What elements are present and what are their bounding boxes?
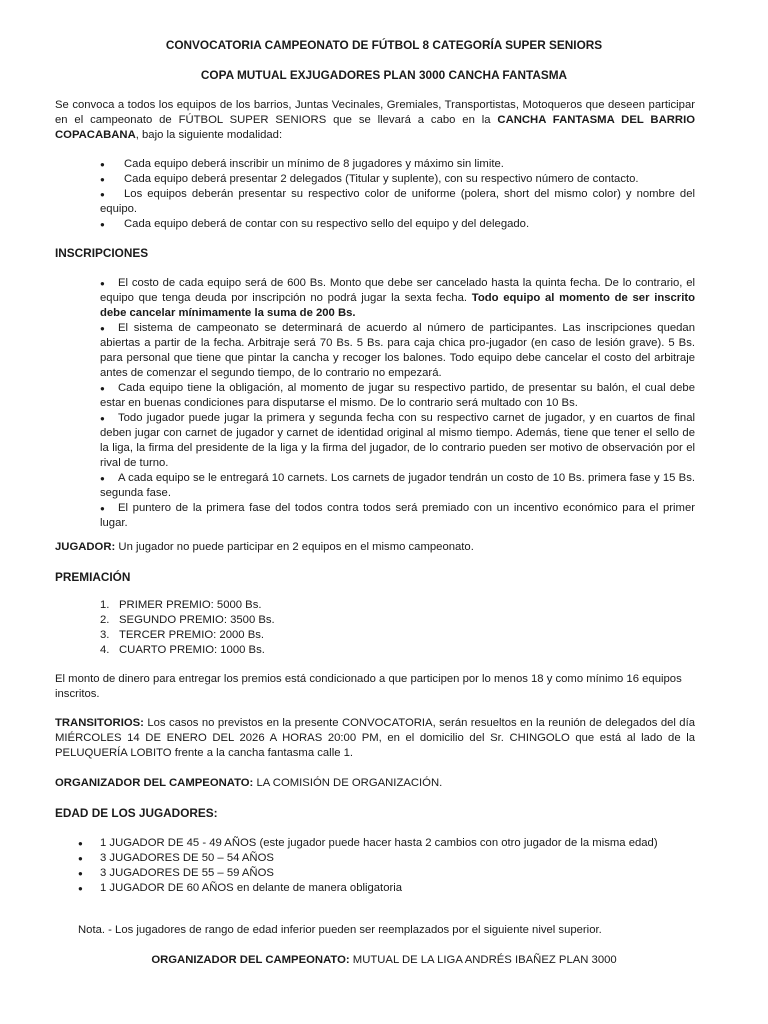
organizador-label: ORGANIZADOR DEL CAMPEONATO: <box>55 777 254 789</box>
bullet-icon: ● <box>78 884 83 893</box>
edades-note: Nota. - Los jugadores de rango de edad inferior pueden ser reemplazados por el siguiente nivel superior. <box>78 924 602 936</box>
inscripciones-list <box>100 276 695 531</box>
footer-label: ORGANIZADOR DEL CAMPEONATO: <box>151 954 350 966</box>
prizes-list <box>100 598 500 658</box>
bullet-icon: ● <box>100 279 105 288</box>
intro-text: Se convoca a todos los equipos de los barrios, Juntas Vecinales, Gremiales, Transportistas, Motoqueros que deseen participar en el campeonato de FÚTBOL SUPER SENIORS que se llevará a cabo en la <box>55 99 695 126</box>
premiacion-condition: El monto de dinero para entregar los premios está condicionado a que participen por lo menos 18 y como mínimo 16 equipos inscritos. <box>55 673 682 700</box>
list-item: 2. SEGUNDO PREMIO: 3500 Bs. <box>100 614 275 626</box>
bullet-icon: ● <box>100 384 105 393</box>
bullet-icon: ● <box>100 324 105 333</box>
list-item: ● Cada equipo deberá inscribir un mínimo de 8 jugadores y máximo sin limite. <box>100 158 504 170</box>
list-item: ● Cada equipo tiene la obligación, al momento de jugar su respectivo partido, de presentar su balón, el cual debe estar en buenas condiciones para disputarse el mismo. De lo contrario será multado con 10 Bs. <box>100 382 695 409</box>
list-item: ● 1 JUGADOR DE 45 - 49 AÑOS (este jugador puede hacer hasta 2 cambios con otro jugador de la misma edad) <box>78 837 658 849</box>
bullet-icon: ● <box>100 160 105 169</box>
document-subtitle: COPA MUTUAL EXJUGADORES PLAN 3000 CANCHA FANTASMA <box>200 68 568 82</box>
list-item: ● 1 JUGADOR DE 60 AÑOS en delante de manera obligatoria <box>78 882 403 894</box>
list-item: ● Cada equipo deberá presentar 2 delegados (Titular y suplente), con su respectivo número de contacto. <box>100 173 639 185</box>
edades-list <box>78 836 695 896</box>
organizador-paragraph: ORGANIZADOR DEL CAMPEONATO: LA COMISIÓN DE ORGANIZACIÓN. <box>55 777 443 789</box>
modalidad-list <box>100 157 695 232</box>
bullet-icon: ● <box>100 190 105 199</box>
list-item: 4. CUARTO PREMIO: 1000 Bs. <box>100 644 265 656</box>
list-item: ● 3 JUGADORES DE 50 – 54 AÑOS <box>78 852 274 864</box>
bullet-icon: ● <box>78 839 83 848</box>
list-item: 3. TERCER PREMIO: 2000 Bs. <box>100 629 265 641</box>
list-item: ● Los equipos deberán presentar su respectivo color de uniforme (polera, short del mismo color) y nombre del equipo. <box>100 188 695 215</box>
list-item: ● El puntero de la primera fase del todos contra todos será premiado con un incentivo económico para el primer lugar. <box>100 502 695 529</box>
venue-name: CANCHA FANTASMA DEL BARRIO COPACABANA <box>55 114 695 141</box>
transitorios-label: TRANSITORIOS: <box>55 717 144 729</box>
list-item: ● El sistema de campeonato se determinará de acuerdo al número de participantes. Las inscripciones quedan abiertas a partir de la fecha. Arbitraje será 70 Bs. 5 Bs. para caja chica pro-jugador (en caso de lesión grave). 5 Bs. para personal que tiene que pintar la cancha y recoger los balones. Todo equipo debe cancelar el costo del arbitraje antes de comenzar el segundo tiempo, de lo contrario no empezará. <box>100 322 695 379</box>
document-title: CONVOCATORIA CAMPEONATO DE FÚTBOL 8 CATEGORÍA SUPER SENIORS <box>165 38 603 52</box>
bullet-icon: ● <box>78 854 83 863</box>
jugador-label: JUGADOR: <box>55 541 116 553</box>
edades-heading: EDAD DE LOS JUGADORES: <box>55 806 218 820</box>
list-item: ● A cada equipo se le entregará 10 carnets. Los carnets de jugador tendrán un costo de 10 Bs. primera fase y 15 Bs. segunda fase. <box>100 472 695 499</box>
bullet-icon: ● <box>100 504 105 513</box>
intro-text-end: , bajo la siguiente modalidad: <box>135 129 283 141</box>
bullet-icon: ● <box>100 220 105 229</box>
list-item: 1. PRIMER PREMIO: 5000 Bs. <box>100 599 262 611</box>
list-item: ● 3 JUGADORES DE 55 – 59 AÑOS <box>78 867 274 879</box>
bullet-icon: ● <box>100 414 105 423</box>
bullet-icon: ● <box>100 175 105 184</box>
bullet-icon: ● <box>78 869 83 878</box>
premiacion-heading: PREMIACIÓN <box>55 570 131 584</box>
list-item: ● El costo de cada equipo será de 600 Bs. Monto que debe ser cancelado hasta la quinta fecha. De lo contrario, el equipo que tenga deuda por inscripción no podrá jugar la sexta fecha. Todo equipo al momento de ser inscrito debe cancelar mínimamente la suma de 200 Bs. <box>100 277 695 319</box>
bullet-icon: ● <box>100 474 105 483</box>
list-item: ● Todo jugador puede jugar la primera y segunda fecha con su respectivo carnet de jugador, y en cuartos de final deben jugar con carnet de jugador y carnet de identidad original al mismo tiempo. Además, tiene que tener el sello de la liga, la firma del presidente de la liga y la firma del jugador, de lo contrario pueden ser motivo de observación por el rival de turno. <box>100 412 695 469</box>
list-item: ● Cada equipo deberá de contar con su respectivo sello del equipo y del delegado. <box>100 218 530 230</box>
inscripciones-heading: INSCRIPCIONES <box>55 246 149 260</box>
transitorios-paragraph: TRANSITORIOS: Los casos no previstos en la presente CONVOCATORIA, serán resueltos en la reunión de delegados del día MIÉRCOLES 14 DE ENERO DEL 2026 A HORAS 20:00 PM, en el domicilio del Sr. CHINGOLO que está al lado de la PELUQUERÍA LOBITO frente a la cancha fantasma calle 1. <box>55 717 695 759</box>
jugador-paragraph: JUGADOR: Un jugador no puede participar en 2 equipos en el mismo campeonato. <box>55 541 474 553</box>
footer-organizer: ORGANIZADOR DEL CAMPEONATO: MUTUAL DE LA LIGA ANDRÉS IBAÑEZ PLAN 3000 <box>151 954 617 966</box>
intro-paragraph <box>55 98 695 143</box>
